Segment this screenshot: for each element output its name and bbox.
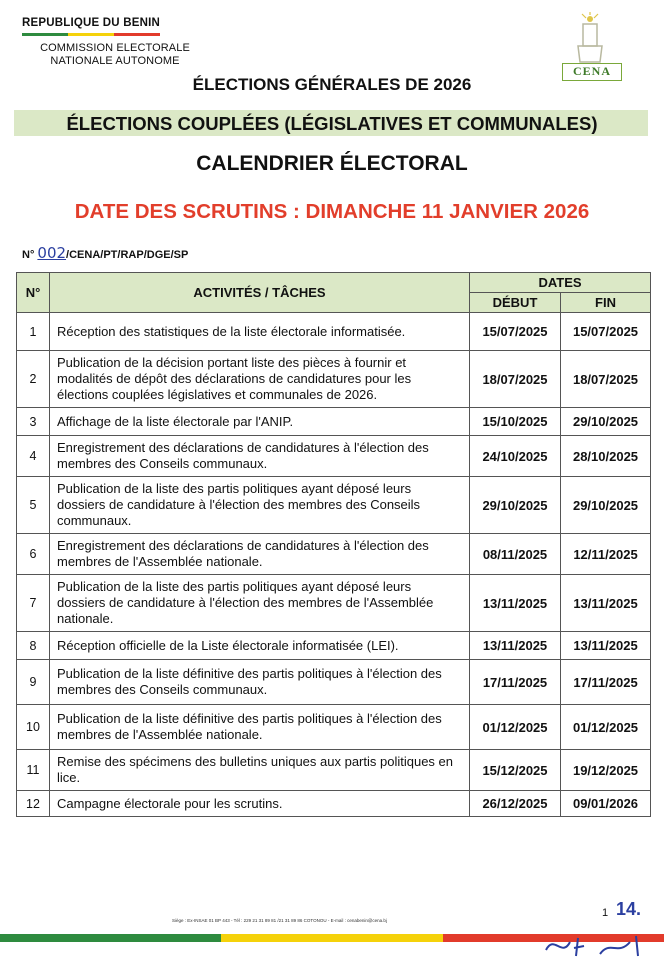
flag-yellow bbox=[68, 33, 114, 36]
ref-part2: RAP bbox=[120, 249, 144, 261]
row-activity: Publication de la liste des partis politiques ayant déposé leurs dossiers de candidature à l'élection des membres des Conseils communaux. bbox=[50, 477, 470, 534]
row-activity: Campagne électorale pour les scrutins. bbox=[50, 791, 470, 817]
handwritten-initial: 14. bbox=[616, 899, 642, 919]
row-activity: Publication de la liste définitive des partis politiques à l'élection des membres de l'Assemblée nationale. bbox=[50, 705, 470, 750]
row-end-date: 19/12/2025 bbox=[561, 750, 651, 791]
title-electoral-calendar: CALENDRIER ÉLECTORAL bbox=[196, 152, 468, 175]
row-end-date: 09/01/2026 bbox=[561, 791, 651, 817]
logo-text: CENA bbox=[562, 63, 622, 81]
ref-part3: /DGE/SP bbox=[143, 249, 189, 261]
commission-line1: COMMISSION ELECTORALE bbox=[40, 42, 190, 54]
row-number: 4 bbox=[17, 436, 50, 477]
table-row bbox=[17, 660, 651, 705]
row-end-date: 12/11/2025 bbox=[561, 534, 651, 575]
title-coupled-elections: ÉLECTIONS COUPLÉES (LÉGISLATIVES ET COMMUNALES) bbox=[66, 113, 598, 134]
row-activity: Réception des statistiques de la liste électorale informatisée. bbox=[50, 313, 470, 351]
flag-bar bbox=[22, 33, 160, 36]
row-start-date: 24/10/2025 bbox=[470, 436, 561, 477]
row-start-date: 18/07/2025 bbox=[470, 351, 561, 408]
row-activity: Publication de la liste définitive des partis politiques à l'élection des membres des Conseils communaux. bbox=[50, 660, 470, 705]
ref-handwritten-number: 002 bbox=[37, 244, 67, 262]
header-number: N° bbox=[17, 273, 50, 313]
row-end-date: 17/11/2025 bbox=[561, 660, 651, 705]
table-row bbox=[17, 791, 651, 817]
band-green bbox=[0, 934, 221, 942]
band-yellow bbox=[221, 934, 442, 942]
row-end-date: 29/10/2025 bbox=[561, 408, 651, 436]
row-number: 12 bbox=[17, 791, 50, 817]
table-row bbox=[17, 436, 651, 477]
table-row bbox=[17, 408, 651, 436]
header-start: DÉBUT bbox=[470, 293, 561, 313]
table-row bbox=[17, 632, 651, 660]
row-end-date: 29/10/2025 bbox=[561, 477, 651, 534]
row-number: 2 bbox=[17, 351, 50, 408]
row-start-date: 17/11/2025 bbox=[470, 660, 561, 705]
row-activity: Enregistrement des déclarations de candidatures à l'élection des membres des Conseils communaux. bbox=[50, 436, 470, 477]
header-end: FIN bbox=[561, 293, 651, 313]
row-start-date: 13/11/2025 bbox=[470, 632, 561, 660]
republic-name: REPUBLIQUE DU BENIN bbox=[22, 17, 160, 29]
row-end-date: 15/07/2025 bbox=[561, 313, 651, 351]
row-activity: Enregistrement des déclarations de candidatures à l'élection des membres de l'Assemblée nationale. bbox=[50, 534, 470, 575]
row-number: 5 bbox=[17, 477, 50, 534]
signature-scribble-icon bbox=[540, 930, 650, 960]
ref-prefix: N° bbox=[22, 249, 35, 261]
table-row bbox=[17, 477, 651, 534]
table-row bbox=[17, 534, 651, 575]
row-end-date: 13/11/2025 bbox=[561, 632, 651, 660]
ref-part1: /CENA/PT/ bbox=[66, 249, 121, 261]
page-number: 1 bbox=[602, 907, 609, 919]
row-activity: Publication de la liste des partis politiques ayant déposé leurs dossiers de candidature à l'élection des membres de l'Assemblée nationale. bbox=[50, 575, 470, 632]
row-activity: Publication de la décision portant liste des pièces à fournir et modalités de dépôt des déclarations de candidatures pour les élections couplées législatives et communales de 2026. bbox=[50, 351, 470, 408]
row-number: 10 bbox=[17, 705, 50, 750]
row-start-date: 15/12/2025 bbox=[470, 750, 561, 791]
footer-address: Siège : Ex-INSAE 01 BP 443 - Tél : 229 21 31 89 81 /21 31 89 86 COTONOU - E-mail : cenabenin@cena.bj bbox=[172, 918, 387, 923]
row-number: 6 bbox=[17, 534, 50, 575]
header-activities: ACTIVITÉS / TÂCHES bbox=[50, 273, 470, 313]
title-election-date: DATE DES SCRUTINS : DIMANCHE 11 JANVIER 2026 bbox=[74, 200, 590, 223]
flag-green bbox=[22, 33, 68, 36]
table-row bbox=[17, 705, 651, 750]
row-number: 9 bbox=[17, 660, 50, 705]
row-start-date: 15/07/2025 bbox=[470, 313, 561, 351]
flag-red bbox=[114, 33, 160, 36]
row-activity: Réception officielle de la Liste électorale informatisée (LEI). bbox=[50, 632, 470, 660]
row-end-date: 18/07/2025 bbox=[561, 351, 651, 408]
row-start-date: 01/12/2025 bbox=[470, 705, 561, 750]
row-start-date: 13/11/2025 bbox=[470, 575, 561, 632]
row-end-date: 01/12/2025 bbox=[561, 705, 651, 750]
row-number: 8 bbox=[17, 632, 50, 660]
row-number: 3 bbox=[17, 408, 50, 436]
row-start-date: 08/11/2025 bbox=[470, 534, 561, 575]
table-row bbox=[17, 313, 651, 351]
header-dates: DATES bbox=[470, 273, 651, 293]
row-end-date: 28/10/2025 bbox=[561, 436, 651, 477]
row-activity: Affichage de la liste électorale par l'ANIP. bbox=[50, 408, 470, 436]
table-row bbox=[17, 351, 651, 408]
table-row bbox=[17, 750, 651, 791]
row-start-date: 29/10/2025 bbox=[470, 477, 561, 534]
reference-number bbox=[22, 244, 188, 262]
row-number: 1 bbox=[17, 313, 50, 351]
commission-name bbox=[20, 42, 210, 68]
row-activity: Remise des spécimens des bulletins uniques aux partis politiques en lice. bbox=[50, 750, 470, 791]
table-row bbox=[17, 575, 651, 632]
commission-line2: NATIONALE AUTONOME bbox=[50, 55, 180, 67]
title-general-elections: ÉLECTIONS GÉNÉRALES DE 2026 bbox=[192, 75, 472, 94]
row-number: 7 bbox=[17, 575, 50, 632]
row-start-date: 26/12/2025 bbox=[470, 791, 561, 817]
calendar-table bbox=[16, 272, 651, 817]
row-number: 11 bbox=[17, 750, 50, 791]
row-start-date: 15/10/2025 bbox=[470, 408, 561, 436]
row-end-date: 13/11/2025 bbox=[561, 575, 651, 632]
